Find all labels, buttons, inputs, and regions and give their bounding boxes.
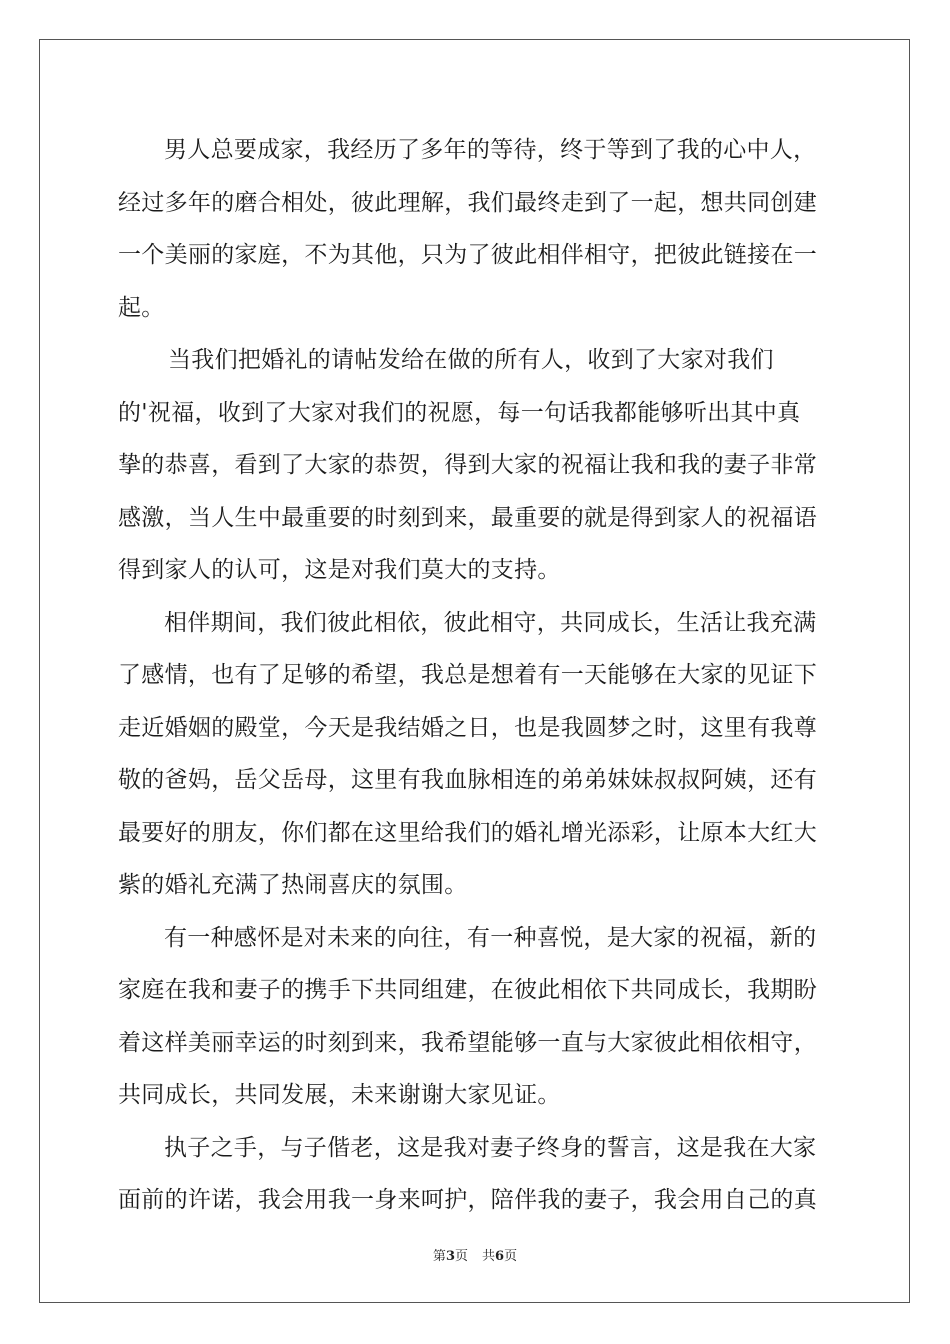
page-current: 3 (445, 1249, 455, 1264)
text-line: 挚的恭喜，看到了大家的恭贺，得到大家的祝福让我和我的妻子非常 (118, 452, 817, 478)
text-line: 的'祝福，收到了大家对我们的祝愿，每一句话我都能够听出其中真 (118, 399, 801, 426)
text-line: 当我们把婚礼的请帖发给在做的所有人，收到了大家对我们 (168, 347, 774, 373)
text-line: 最要好的朋友，你们都在这里给我们的婚礼增光添彩，让原本大红大 (118, 819, 817, 846)
paragraph-5 (118, 1122, 838, 1227)
text-line: 家庭在我和妻子的携手下共同组建，在彼此相依下共同成长，我期盼 (118, 977, 817, 1003)
text-line: 敬的爸妈，岳父岳母，这里有我血脉相连的弟弟妹妹叔叔阿姨，还有 (118, 767, 817, 793)
total-prefix: 共 (482, 1249, 496, 1264)
page-total (482, 1249, 517, 1264)
page-suffix: 页 (454, 1249, 468, 1264)
document-body (118, 124, 838, 1227)
text-line: 紫的婚礼充满了热闹喜庆的氛围。 (118, 872, 468, 898)
text-line: 有一种感怀是对未来的向往，有一种喜悦，是大家的祝福，新的 (164, 924, 817, 951)
paragraph-2 (118, 334, 838, 597)
text-line: 感激，当人生中最重要的时刻到来，最重要的就是得到家人的祝福语 (118, 504, 817, 531)
paragraph-3 (118, 597, 838, 912)
total-count: 6 (495, 1249, 505, 1264)
text-line: 执子之手，与子偕老，这是我对妻子终身的誓言，这是我在大家 (164, 1134, 817, 1161)
text-line: 一个美丽的家庭，不为其他，只为了彼此相伴相守，把彼此链接在一 (118, 242, 817, 268)
text-line: 共同成长，共同发展，未来谢谢大家见证。 (118, 1082, 561, 1108)
text-line: 经过多年的磨合相处，彼此理解，我们最终走到了一起，想共同创建 (118, 189, 817, 216)
text-line: 了感情，也有了足够的希望，我总是想着有一天能够在大家的见证下 (118, 662, 817, 688)
paragraph-1 (118, 124, 838, 334)
page-prefix: 第 (432, 1249, 446, 1264)
page-number (433, 1249, 468, 1264)
total-suffix: 页 (504, 1249, 518, 1264)
text-line: 得到家人的认可，这是对我们莫大的支持。 (118, 557, 561, 583)
text-line: 走近婚姻的殿堂，今天是我结婚之日，也是我圆梦之时，这里有我尊 (118, 714, 817, 741)
text-line: 面前的许诺，我会用我一身来呵护，陪伴我的妻子，我会用自己的真 (118, 1187, 817, 1213)
text-line: 起。 (118, 294, 165, 321)
page-footer (0, 1245, 950, 1264)
paragraph-4 (118, 912, 838, 1122)
text-line: 相伴期间，我们彼此相依，彼此相守，共同成长，生活让我充满 (164, 609, 817, 636)
text-line: 着这样美丽幸运的时刻到来，我希望能够一直与大家彼此相依相守， (118, 1029, 817, 1056)
text-line: 男人总要成家，我经历了多年的等待，终于等到了我的心中人， (164, 137, 817, 163)
